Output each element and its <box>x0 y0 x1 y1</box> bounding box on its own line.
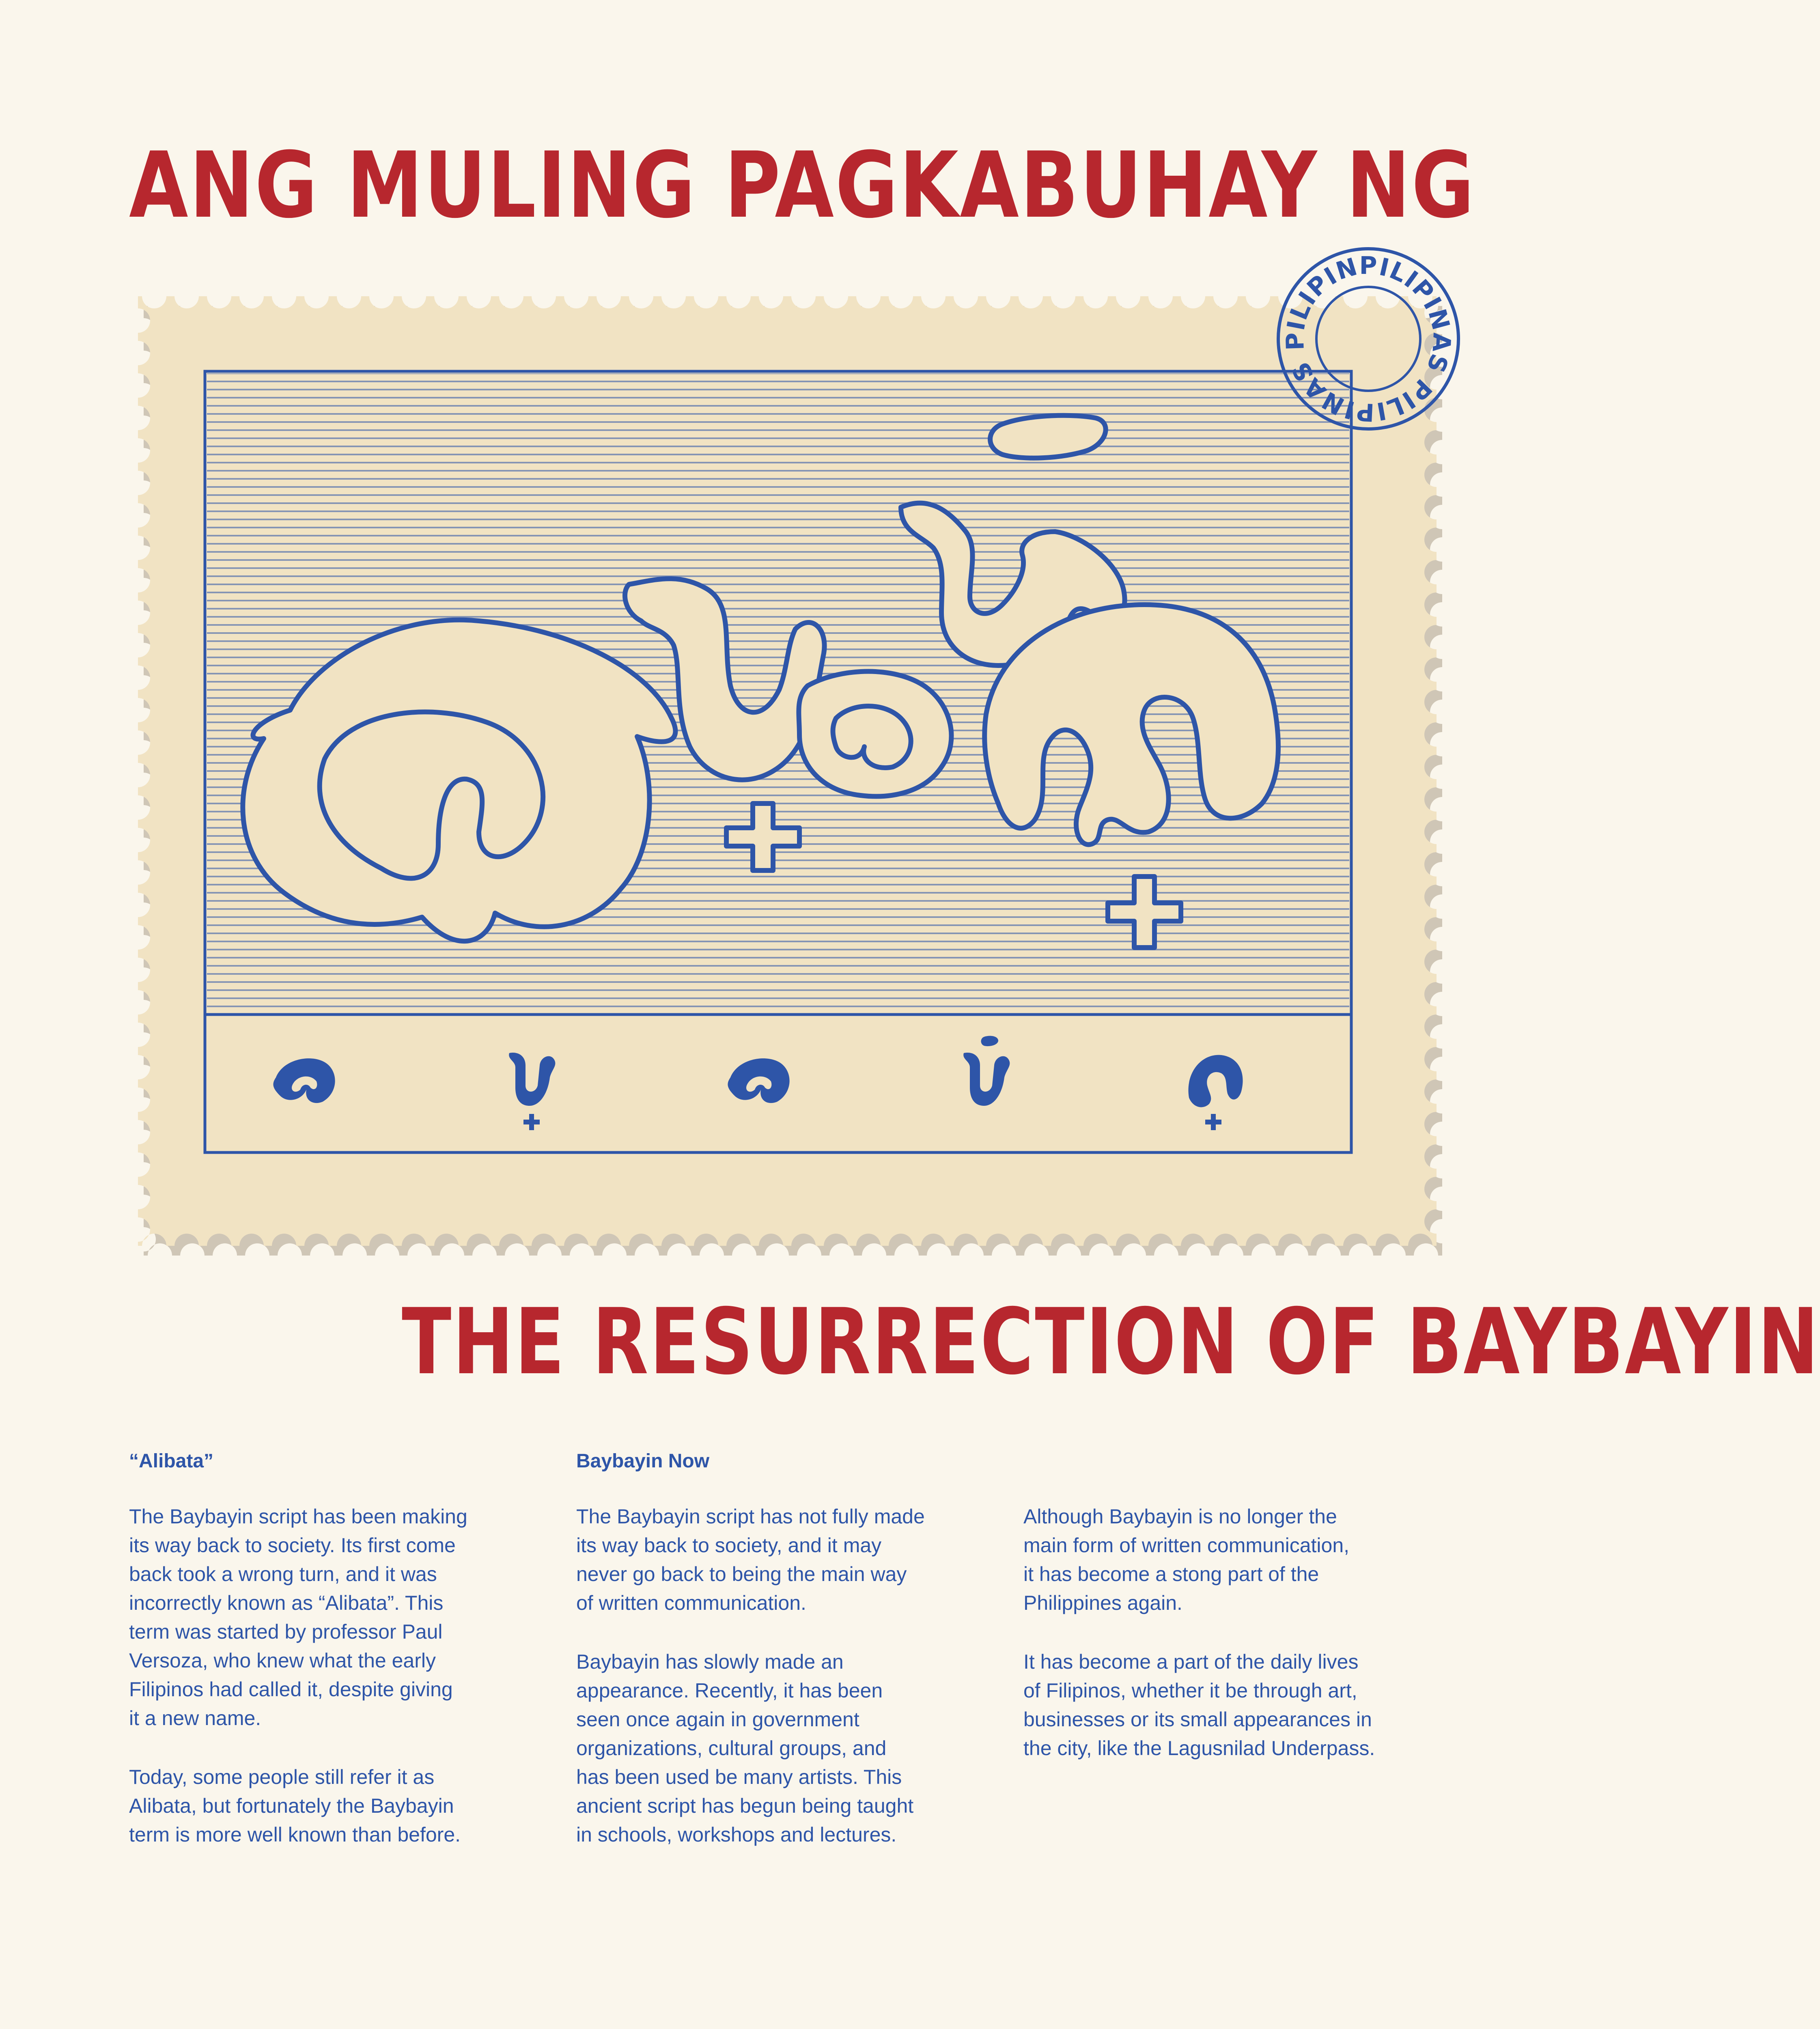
svg-text:PILIPINAS PILIPINAS PILIPINAS <box>1256 205 1467 443</box>
column-paragraph: Today, some people still refer it as Alibata, but fortunately the Baybayin term is more well known than before. <box>129 1766 461 1846</box>
baybayin-ba-medium-counter <box>833 706 911 768</box>
postmark-artwork <box>1256 205 1481 473</box>
column-heading: Baybayin Now <box>576 1450 710 1472</box>
baybayin-ba-large-counter <box>320 712 543 878</box>
column-paragraph: It has become a part of the daily lives of Filipinos, whether it be through art, businesses or its small appearances in the city, like the Lagusnilad Underpass. <box>1023 1650 1375 1760</box>
column-paragraph: The Baybayin script has not fully made its way back to society, and it may never go back to being the main way of written communication. <box>576 1505 925 1614</box>
postmark-inner-ring <box>1310 280 1427 397</box>
postmark-ring-text: PILIPINAS PILIPINAS PILIPINAS <box>1281 251 1456 426</box>
column-heading: “Alibata” <box>129 1450 214 1472</box>
column-paragraph: Although Baybayin is no longer the main form of written communication, it has become a stong part of the Philippines again. <box>1023 1505 1350 1614</box>
text-column-today <box>1023 1449 1429 1793</box>
page-subtitle: THE RESURRECTION OF BAYBAYIN <box>402 1289 1820 1395</box>
column-paragraph: The Baybayin script has been making its way back to society. Its first come back took a wrong turn, and it was incorrectly known as “Alibata”. This term was started by professor Paul Versoza, who knew what the early Filipinos had called it, despite giving it a new name. <box>129 1505 467 1730</box>
column-paragraph: Baybayin has slowly made an appearance. Recently, it has been seen once again in government organizations, cultural groups, and has been used be many artists. This ancient script has begun being taught in schools, workshops and lectures. <box>576 1650 914 1846</box>
page-title: ANG MULING PAGKABUHAY NG <box>129 132 1476 238</box>
postmark-seal <box>1256 205 1481 473</box>
text-column-baybayin-now <box>576 1449 982 1879</box>
column-heading <box>1023 1449 1429 1474</box>
baybayin-na-large <box>984 605 1278 844</box>
text-column-alibata <box>129 1449 535 1879</box>
baybayin-dot-mark <box>990 416 1106 458</box>
